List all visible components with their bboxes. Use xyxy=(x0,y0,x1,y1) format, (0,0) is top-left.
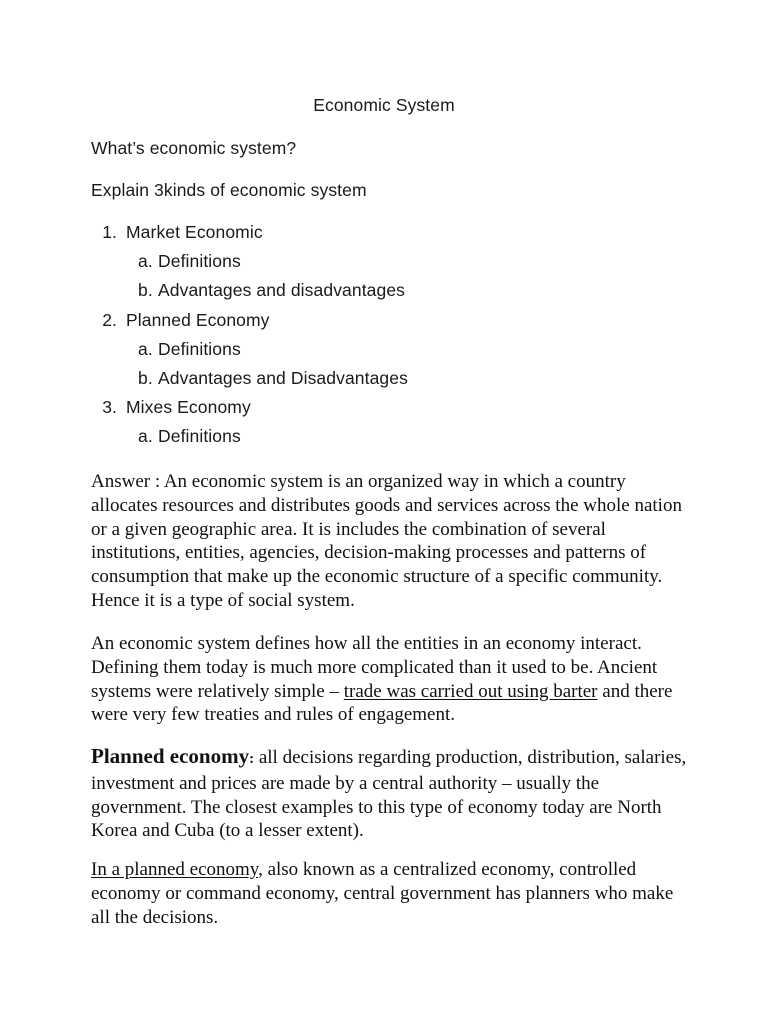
outline-subitem xyxy=(91,249,408,278)
bold-term: Planned economy xyxy=(91,744,250,768)
outline-item-market xyxy=(91,220,408,249)
paragraph-entities xyxy=(91,632,691,727)
outline-subitem xyxy=(91,337,408,366)
outline-subitem xyxy=(91,278,408,307)
paragraph-text: and there were very few treaties and rules of engagement. xyxy=(91,680,673,726)
paragraph-centralized xyxy=(91,858,691,929)
outline-number: 1. xyxy=(102,222,117,242)
document-title: Economic System xyxy=(313,95,455,115)
question-1: What’s economic system? xyxy=(91,138,297,158)
outline-sublabel: Definitions xyxy=(158,251,241,272)
outline-sublabel: Definitions xyxy=(158,338,241,359)
outline-sublabel: Definitions xyxy=(158,426,241,447)
outline-subitem xyxy=(91,366,408,395)
outline-list xyxy=(91,220,408,454)
outline-letter: a. xyxy=(138,251,153,272)
outline-label: Mixes Economy xyxy=(126,397,251,418)
paragraph-text: all decisions regarding production, distribution, salaries, investment and prices are made by a central authority – usually the government. The closest examples to this type of economy today are North Korea and Cuba (to a lesser extent). xyxy=(91,747,687,842)
outline-number: 2. xyxy=(102,309,117,330)
outline-letter: a. xyxy=(138,426,153,447)
paragraph-planned-economy xyxy=(91,745,691,843)
question-2: Explain 3kinds of economic system xyxy=(91,180,367,200)
underlined-phrase: trade was carried out using barter xyxy=(343,680,598,702)
answer-paragraph: Answer : An economic system is an organized way in which a country allocates resources and distributes goods and services across the whole nation or a given geographic area. It is includes the combination of several institutions, entities, agencies, decision-making processes and patterns of consumption that make up the economic structure of a specific community. Hence it is a type of social system. xyxy=(91,471,682,611)
outline-number: 3. xyxy=(102,397,117,418)
outline-subitem xyxy=(91,424,408,453)
outline-label: Planned Economy xyxy=(126,309,270,330)
outline-letter: a. xyxy=(138,338,153,359)
underlined-phrase: In a planned economy xyxy=(91,859,259,880)
outline-sublabel: Advantages and disadvantages xyxy=(158,280,406,301)
outline-sublabel: Advantages and Disadvantages xyxy=(158,367,408,388)
outline-label: Market Economic xyxy=(126,222,263,242)
outline-item-planned xyxy=(91,308,408,337)
paragraph-text: An economic system defines how all the entities in an economy interact. Defining them today is much more complicated than it used to be. Ancient systems were relatively simple – xyxy=(91,633,658,702)
outline-letter: b. xyxy=(138,280,153,301)
outline-letter: b. xyxy=(138,367,153,388)
outline-item-mixes xyxy=(91,395,408,424)
paragraph-text: , also known as a centralized economy, controlled economy or command economy, central government has planners who make all the decisions. xyxy=(91,859,674,928)
term-colon: : xyxy=(249,751,255,767)
